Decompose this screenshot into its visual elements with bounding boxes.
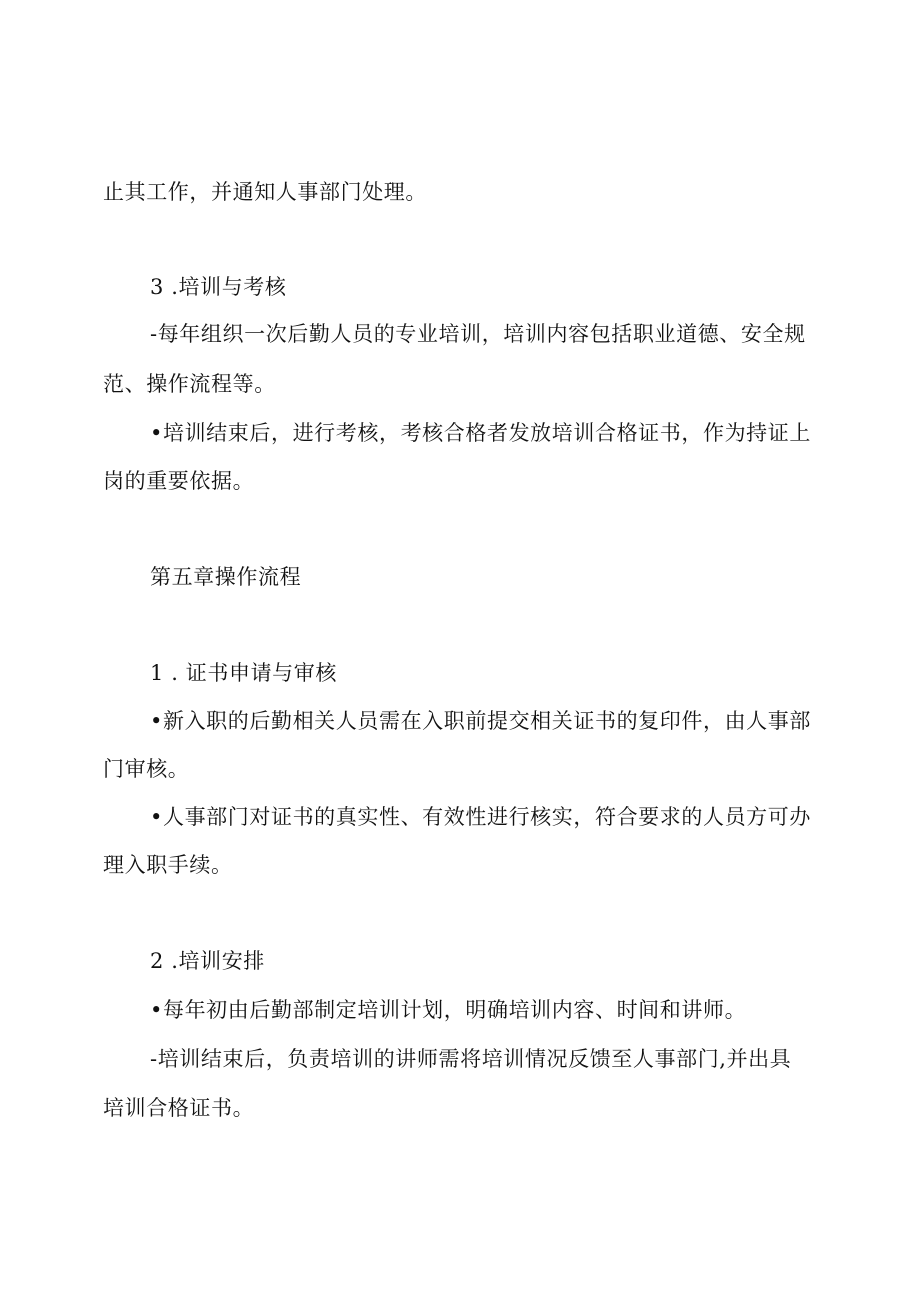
section-heading-training-arrangement: 2 .培训安排 — [150, 949, 265, 973]
section-heading-training-assessment: 3 .培训与考核 — [150, 275, 287, 299]
bullet-line-continuation: 岗的重要依据。 — [103, 469, 255, 493]
paragraph-continuation: 止其工作，并通知人事部门处理。 — [103, 180, 427, 204]
bullet-line-continuation: 范、操作流程等。 — [103, 372, 276, 396]
bullet-line: •培训结束后，进行考核，考核合格者发放培训合格证书，作为持证上 — [150, 421, 811, 445]
bullet-line-continuation: 门审核。 — [103, 757, 190, 781]
bullet-line: •每年初由后勤部制定培训计划，明确培训内容、时间和讲师。 — [150, 998, 747, 1022]
bullet-line-continuation: 培训合格证书。 — [103, 1096, 255, 1120]
bullet-line: •新入职的后勤相关人员需在入职前提交相关证书的复印件，由人事部 — [150, 709, 811, 733]
bullet-line: •人事部门对证书的真实性、有效性进行核实，符合要求的人员方可办 — [150, 805, 811, 829]
bullet-line: -每年组织一次后勤人员的专业培训，培训内容包括职业道德、安全规 — [150, 322, 806, 346]
bullet-line-continuation: 理入职手续。 — [103, 853, 233, 877]
section-heading-certificate-application: 1 . 证书申请与审核 — [150, 661, 337, 685]
bullet-line: -培训结束后，负责培训的讲师需将培训情况反馈至人事部门,并出具 — [150, 1047, 792, 1071]
chapter-heading: 第五章操作流程 — [150, 565, 302, 589]
